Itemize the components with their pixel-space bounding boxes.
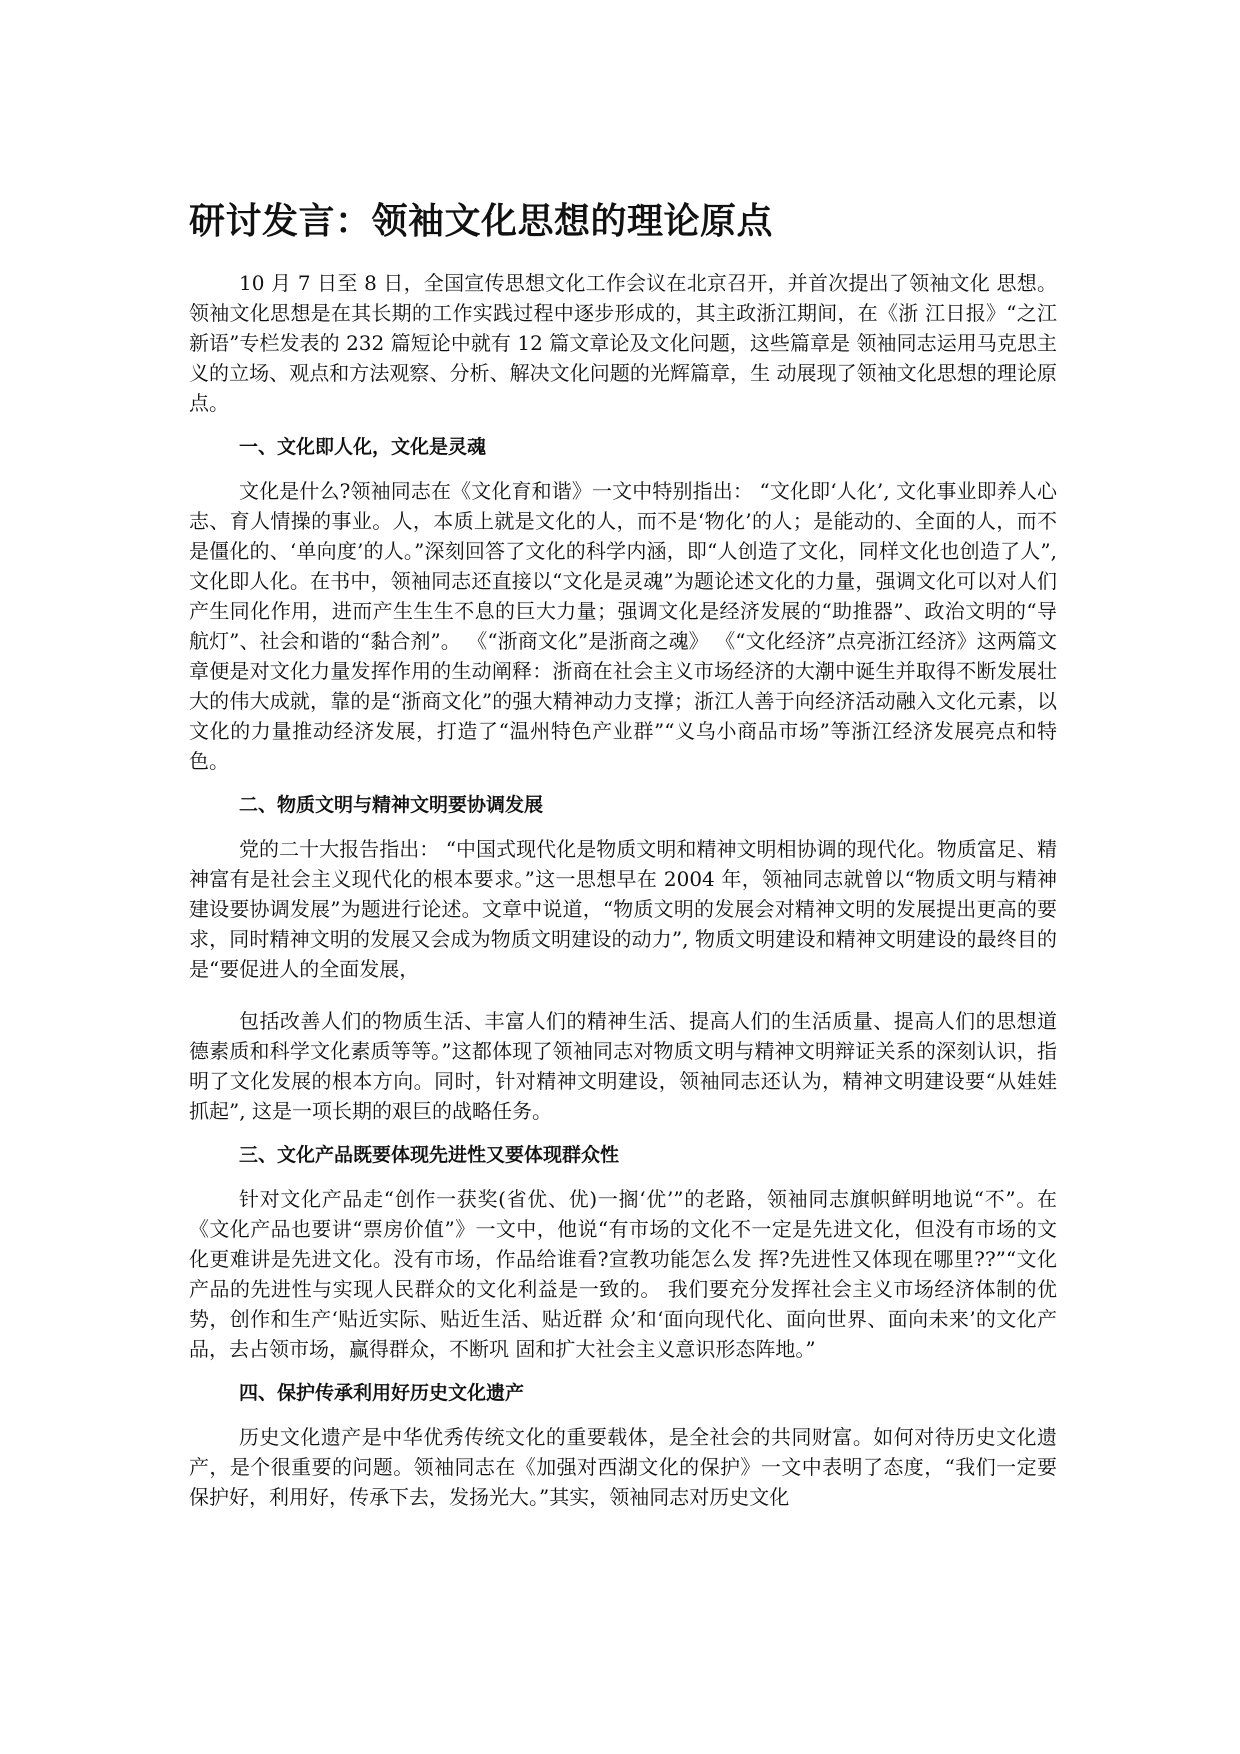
document-page [189, 196, 1057, 1512]
section-4-paragraph-1: 历史文化遗产是中华优秀传统文化的重要载体，是全社会的共同财富。如何对待历史文化遗产，是个很重要的问题。领袖同志在《加强对西湖文化的保护》一文中表明了态度，“我们一定要保护好，利用好，传承下去，发扬光大。”其实，领袖同志对历史文化 [189, 1425, 1057, 1509]
document-title: 研讨发言：领袖文化思想的理论原点 [189, 201, 774, 242]
section-2-paragraph-2: 包括改善人们的物质生活、丰富人们的精神生活、提高人们的生活质量、提高人们的思想道德素质和科学文化素质等等。”这都体现了领袖同志对物质文明与精神文明辩证关系的深刻认识，指明了文化发展的根本方向。同时，针对精神文明建设，领袖同志还认为，精神文明建设要“从娃娃抓起”, 这是一项长期的艰巨的战略任务。 [189, 1009, 1057, 1123]
section-1-paragraph-1: 文化是什么?领袖同志在《文化育和谐》一文中特别指出： “文化即‘人化’, 文化事业即养人心志、育人情操的事业。人，本质上就是文化的人，而不是‘物化’的人；是能动的、全面的人，而不是僵化的、‘单向度’的人。”深刻回答了文化的科学内涵，即“人创造了文化，同样文化也创造了人”, 文化即人化。在书中，领袖同志还直接以“文化是灵魂”为题论述文化的力量，强调文化可以对人们产生同化作用，进而产生生生不息的巨大力量；强调文化是经济发展的“助推器”、政治文明的“导航灯”、社会和谐的“黏合剂”。 《“浙商文化”是浙商之魂》 《“文化经济”点亮浙江经济》这两篇文章便是对文化力量发挥作用的生动阐释：浙商在社会主义市场经济的大潮中诞生并取得不断发展壮大的伟大成就，靠的是“浙商文化”的强大精神动力支撑；浙江人善于向经济活动融入文化元素，以文化的力量推动经济发展，打造了“温州特色产业群”“义乌小商品市场”等浙江经济发展亮点和特色。 [189, 479, 1057, 773]
section-heading-4: 四、保护传承利用好历史文化遗产 [239, 1382, 525, 1404]
section-heading-3: 三、文化产品既要体现先进性又要体现群众性 [239, 1144, 620, 1166]
section-heading-1: 一、文化即人化，文化是灵魂 [239, 436, 487, 458]
intro-paragraph: 10 月 7 日至 8 日，全国宣传思想文化工作会议在北京召开，并首次提出了领袖文化 思想。领袖文化思想是在其长期的工作实践过程中逐步形成的，其主政浙江期间，在《浙 江日报》“之江新语”专栏发表的 232 篇短论中就有 12 篇文章论及文化问题，这些篇章是 领袖同志运用马克思主义的立场、观点和方法观察、分析、解决文化问题的光辉篇章，生 动展现了领袖文化思想的理论原点。 [189, 271, 1057, 415]
section-3-paragraph-1: 针对文化产品走“创作一获奖(省优、优)一搁‘优’”的老路，领袖同志旗帜鲜明地说“不”。在《文化产品也要讲“票房价值”》一文中，他说“有市场的文化不一定是先进文化，但没有市场的文化更难讲是先进文化。没有市场，作品给谁看?宣教功能怎么发 挥?先进性又体现在哪里??”“文化产品的先进性与实现人民群众的文化利益是一致的。 我们要充分发挥社会主义市场经济体制的优势，创作和生产‘贴近实际、贴近生活、贴近群 众’和‘面向现代化、面向世界、面向未来’的文化产品，去占领市场，赢得群众，不断巩 固和扩大社会主义意识形态阵地。” [189, 1187, 1057, 1361]
section-2-paragraph-1: 党的二十大报告指出： “中国式现代化是物质文明和精神文明相协调的现代化。物质富足、精神富有是社会主义现代化的根本要求。”这一思想早在 2004 年，领袖同志就曾以“物质文明与精神建设要协调发展”为题进行论述。文章中说道，“物质文明的发展会对精神文明的发展提出更高的要求，同时精神文明的发展又会成为物质文明建设的动力”, 物质文明建设和精神文明建设的最终目的是“要促进人的全面发展， [189, 837, 1057, 981]
section-heading-2: 二、物质文明与精神文明要协调发展 [239, 794, 544, 816]
